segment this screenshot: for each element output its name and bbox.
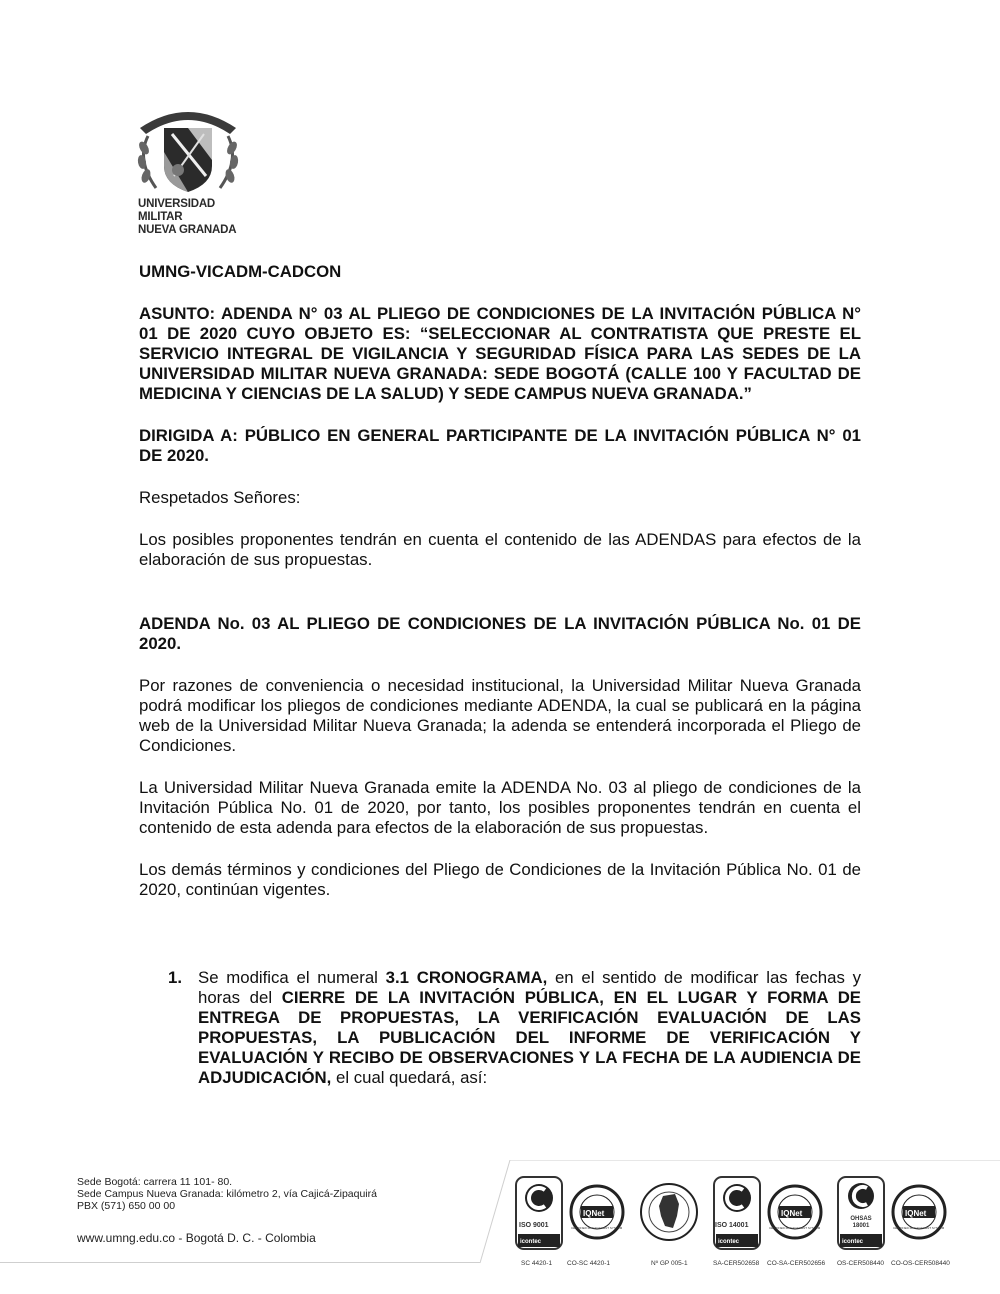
seal-label: IQNet [583, 1209, 605, 1218]
addressee-paragraph: DIRIGIDA A: PÚBLICO EN GENERAL PARTICIPANTE DE LA INVITACIÓN PÚBLICA N° 01 DE 2020. [139, 426, 861, 465]
body-paragraph-1: Por razones de conveniencia o necesidad institucional, la Universidad Militar Nueva Granada podrá modificar los pliegos de condiciones mediante ADENDA, la cual se publicará en la página web de la Universidad Militar Nueva Granada; la adenda se entenderá incorporada el Pliego de Condiciones. [139, 676, 861, 755]
item-text-part: en el sentido de modificar las fechas y horas del [198, 968, 861, 1007]
item-bold-part: CIERRE DE LA INVITACIÓN PÚBLICA, EN EL LUGAR Y FORMA DE ENTREGA DE PROPUESTAS, LA VERIFICACIÓN EVALUACIÓN DE LAS PROPUESTAS, LA PUBLICACIÓN DEL INFORME DE VERIFICACIÓN Y EVALUACIÓN Y RECIBO DE OBSERVACIONES Y LA FECHA DE LA AUDIENCIA DE ADJUDICACIÓN, [198, 988, 862, 1087]
university-name [138, 198, 248, 237]
item-bold-part: 3.1 CRONOGRAMA, [385, 968, 548, 987]
document-body [139, 262, 861, 900]
footer-divider [0, 1262, 480, 1263]
university-logo [128, 100, 248, 236]
seal-caption: CO-SC 4420-1 [567, 1260, 610, 1267]
seal-brand: CERTIFIED MANAGEMENT SYSTEM [893, 1226, 945, 1230]
colombia-map-seal-icon [639, 1176, 699, 1250]
body-paragraph-2: La Universidad Militar Nueva Granada emite la ADENDA No. 03 al pliego de condiciones de la Invitación Pública No. 01 de 2020, por tanto, los posibles proponentes tendrán en cuenta el contenido de esta adenda para efectos de la elaboración de sus propuestas. [139, 778, 861, 837]
list-item-text [198, 968, 861, 1088]
reference-code: UMNG-VICADM-CADCON [139, 262, 342, 281]
seal-caption: SA-CER502658 [713, 1260, 760, 1267]
seal-label: ISO 14001 [715, 1222, 749, 1229]
university-name-line2: NUEVA GRANADA [138, 224, 237, 236]
subject-paragraph: ASUNTO: ADENDA N° 03 AL PLIEGO DE CONDICIONES DE LA INVITACIÓN PÚBLICA N° 01 DE 2020 CUYO OBJETO ES: “SELECCIONAR AL CONTRATISTA QUE PRESTE EL SERVICIO INTEGRAL DE VIGILANCIA Y SEGURIDAD FÍSICA PARA LAS SEDES DE LA UNIVERSIDAD MILITAR NUEVA GRANADA: SEDE BOGOTÁ (CALLE 100 Y FACULTAD DE MEDICINA Y CIENCIAS DE LA SALUD) Y SEDE CAMPUS NUEVA GRANADA.” [139, 304, 861, 403]
seal-brand: icontec [520, 1239, 542, 1245]
greeting: Respetados Señores: [139, 488, 301, 507]
intro-paragraph: Los posibles proponentes tendrán en cuenta el contenido de las ADENDAS para efectos de la elaboración de sus propuestas. [139, 530, 861, 569]
seal-brand: CERTIFIED MANAGEMENT SYSTEM [571, 1226, 623, 1230]
university-name-line1: UNIVERSIDAD MILITAR [138, 198, 216, 223]
certification-seals [515, 1176, 955, 1267]
footer-address-line: Sede Campus Nueva Granada: kilómetro 2, vía Cajicá-Zipaquirá [77, 1188, 377, 1200]
item-text-part: Se modifica el numeral [198, 968, 386, 987]
body-paragraph-3: Los demás términos y condiciones del Pliego de Condiciones de la Invitación Pública No. 01 de 2020, continúan vigentes. [139, 860, 861, 899]
list-item-number: 1. [168, 968, 182, 987]
seal-caption: SC 4420-1 [521, 1260, 553, 1267]
footer-phone: PBX (571) 650 00 00 [77, 1200, 176, 1212]
footer-website: www.umng.edu.co - Bogotá D. C. - Colombia [77, 1231, 316, 1245]
addendum-title: ADENDA No. 03 AL PLIEGO DE CONDICIONES DE LA INVITACIÓN PÚBLICA No. 01 DE 2020. [139, 614, 861, 653]
seal-label: IQNet [905, 1209, 927, 1218]
seal-brand: icontec [718, 1239, 740, 1245]
footer-address-line: Sede Bogotá: carrera 11 101- 80. [77, 1176, 233, 1188]
seal-label: ISO 9001 [519, 1222, 549, 1229]
seal-caption: CO-SA-CER502656 [767, 1260, 826, 1267]
seal-brand: icontec [842, 1239, 864, 1245]
university-crest-icon [128, 100, 248, 200]
seal-brand: CERTIFIED MANAGEMENT SYSTEM [769, 1226, 821, 1230]
footer-address [77, 1176, 377, 1212]
item-text-part: el cual quedará, así: [331, 1068, 488, 1087]
seal-caption: Nº GP 005-1 [651, 1260, 688, 1267]
seal-label: IQNet [781, 1209, 803, 1218]
seal-label: OHSAS 18001 [850, 1216, 872, 1229]
seal-caption: CO-OS-CER508440 [891, 1260, 950, 1267]
seal-caption: OS-CER508440 [837, 1260, 884, 1267]
